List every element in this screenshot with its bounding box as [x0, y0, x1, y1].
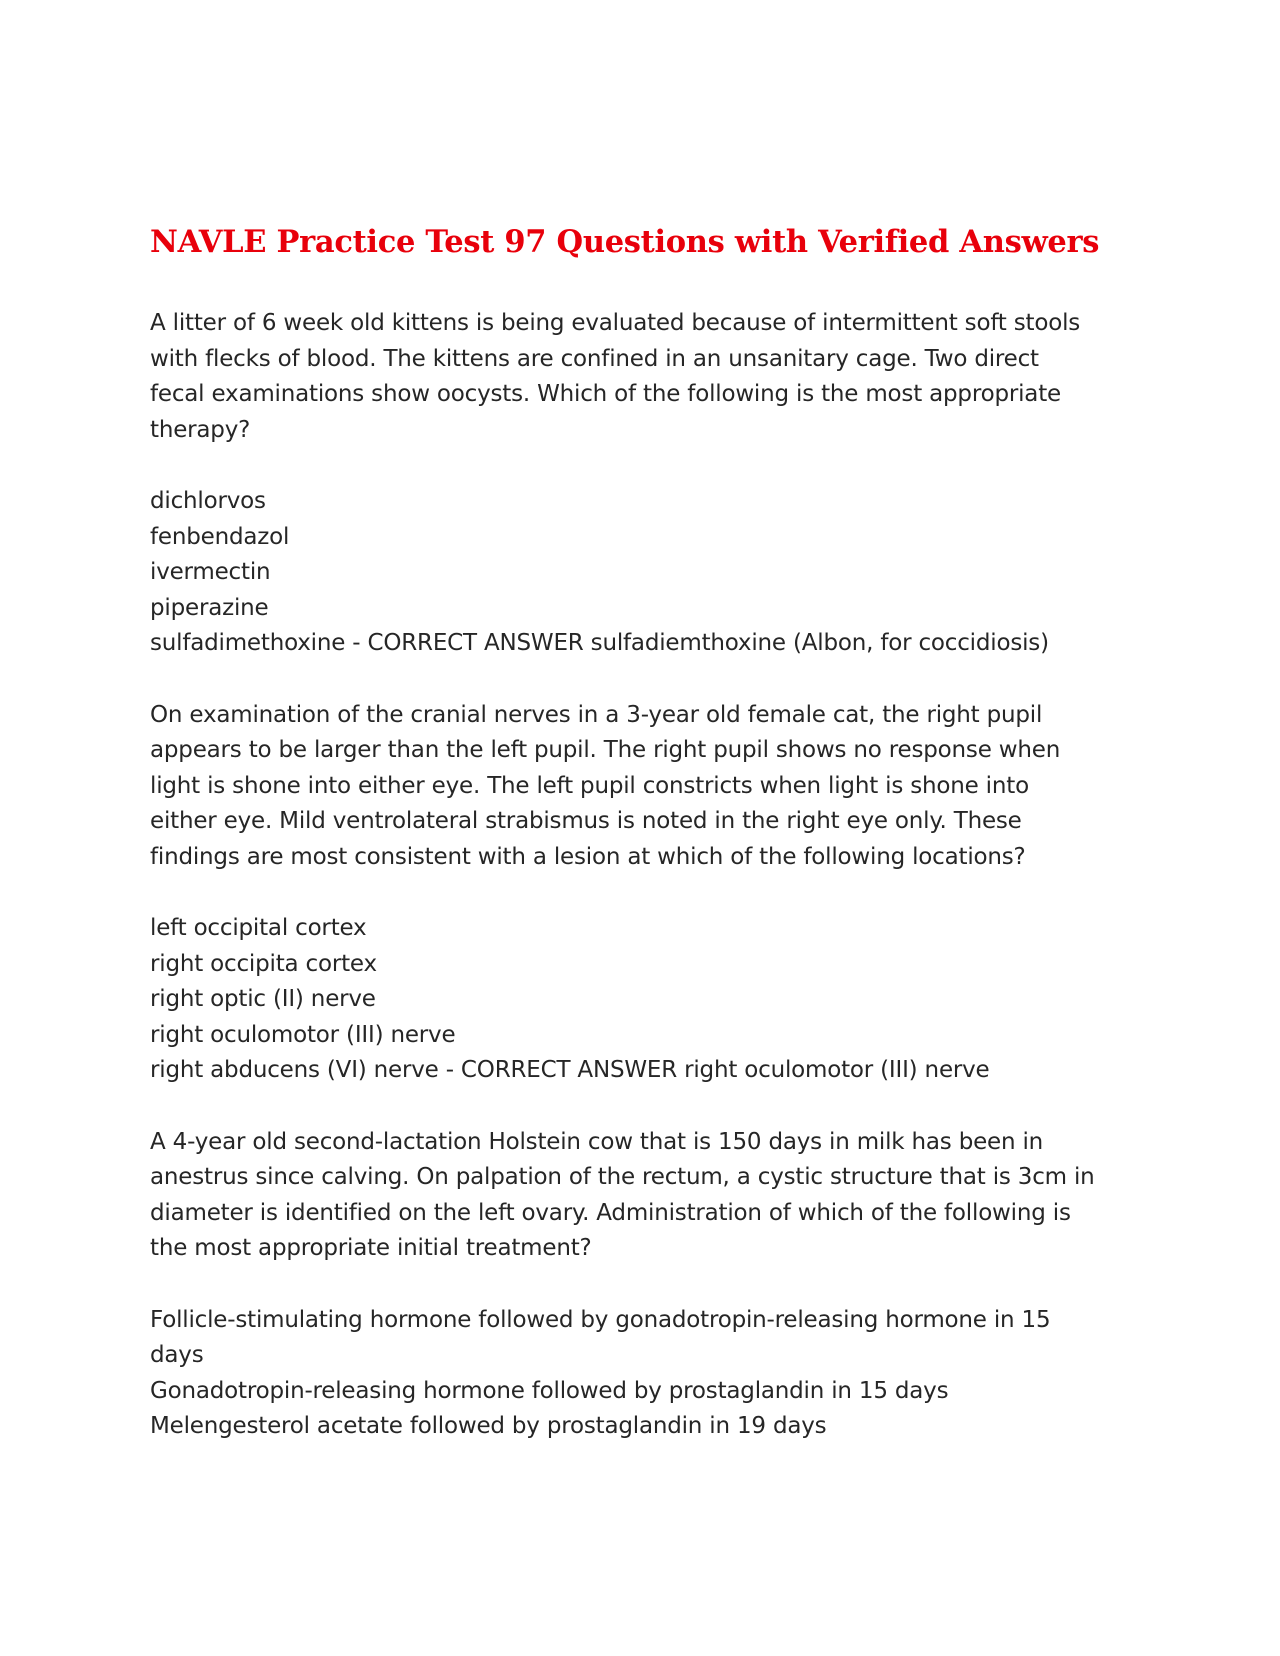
text-line: appears to be larger than the left pupil. The right pupil shows no response when [150, 737, 1061, 764]
text-line: therapy? [150, 416, 251, 443]
answer-options [150, 1303, 1150, 1445]
answer-option-correct: right abducens (VI) nerve - CORRECT ANSWER right oculomotor (III) nerve [150, 1057, 990, 1084]
answer-option: days [150, 1342, 204, 1369]
question-stem [150, 306, 1150, 448]
answer-option: right optic (II) nerve [150, 986, 376, 1013]
text-line: On examination of the cranial nerves in a 3-year old female cat, the right pupil [150, 701, 1043, 728]
answer-option: fenbendazol [150, 523, 290, 550]
text-line: fecal examinations show oocysts. Which of the following is the most appropriate [150, 381, 1061, 408]
answer-option: left occipital cortex [150, 915, 367, 942]
text-line: with flecks of blood. The kittens are confined in an unsanitary cage. Two direct [150, 345, 1039, 372]
answer-option: Gonadotropin-releasing hormone followed by prostaglandin in 15 days [150, 1377, 949, 1404]
answer-option-correct: sulfadimethoxine - CORRECT ANSWER sulfadiemthoxine (Albon, for coccidiosis) [150, 630, 1049, 657]
answer-option: ivermectin [150, 559, 271, 586]
document-page [150, 218, 1150, 1481]
answer-option: right occipita cortex [150, 950, 377, 977]
text-line: anestrus since calving. On palpation of the rectum, a cystic structure that is 3cm in [150, 1164, 1095, 1191]
text-line: A litter of 6 week old kittens is being evaluated because of intermittent soft stools [150, 310, 1081, 336]
text-line: A 4-year old second-lactation Holstein cow that is 150 days in milk has been in [150, 1128, 1044, 1155]
answer-option: dichlorvos [150, 487, 266, 514]
document-title: NAVLE Practice Test 97 Questions with Verified Answers [150, 224, 1100, 260]
answer-option: piperazine [150, 594, 269, 621]
question-stem [150, 698, 1150, 876]
text-line: findings are most consistent with a lesion at which of the following locations? [150, 843, 1026, 870]
text-line: light is shone into either eye. The left pupil constricts when light is shone into [150, 772, 1029, 799]
answer-option: Follicle-stimulating hormone followed by gonadotropin-releasing hormone in 15 [150, 1306, 1051, 1333]
text-line: the most appropriate initial treatment? [150, 1235, 592, 1262]
text-line: either eye. Mild ventrolateral strabismus is noted in the right eye only. These [150, 808, 1022, 835]
answer-option: Melengesterol acetate followed by prostaglandin in 19 days [150, 1413, 827, 1440]
answer-options [150, 911, 1150, 1089]
text-line: diameter is identified on the left ovary. Administration of which of the following is [150, 1199, 1071, 1226]
question-stem [150, 1125, 1150, 1267]
answer-options [150, 484, 1150, 662]
answer-option: right oculomotor (III) nerve [150, 1021, 456, 1048]
